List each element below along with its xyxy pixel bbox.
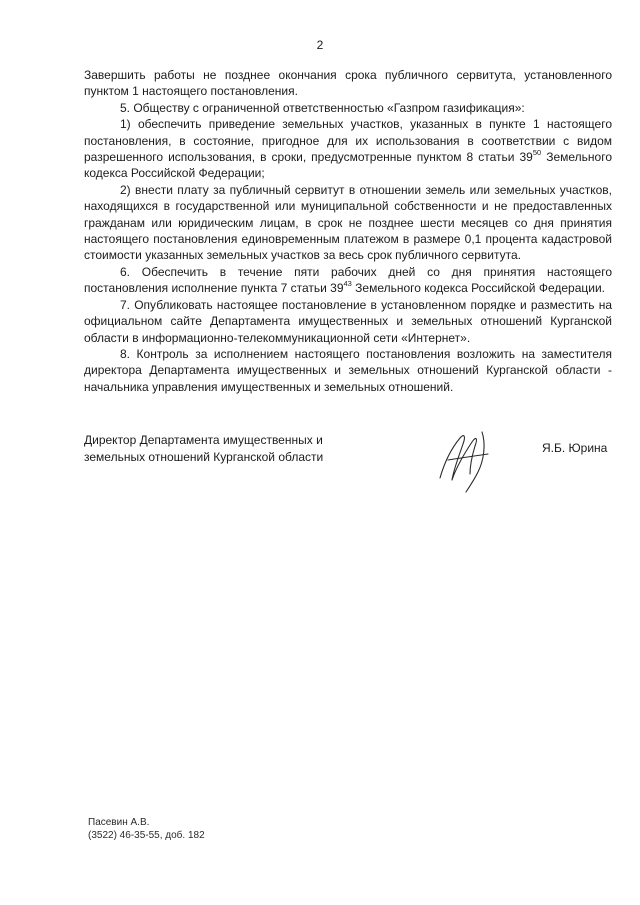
article-superscript-43: 43 <box>343 279 352 289</box>
executor-info <box>88 816 205 842</box>
article-superscript-50: 50 <box>532 148 542 158</box>
paragraph-work-deadline: Завершить работы не позднее окончания срока публичного сервитута, установленного пунктом 1 настоящего постановления. <box>84 68 612 99</box>
paragraph-item-6-tail: Земельного кодекса Российской Федерации. <box>351 281 605 296</box>
signatory-title <box>84 432 364 466</box>
page-number: 2 <box>316 38 324 52</box>
paragraph-item-7: 7. Опубликовать настоящее постановление в установленном порядке и разместить на официальном сайте Департамента имущественных и земельных отношений Курганской области в информационно-телекоммуникационной сети «Интернет». <box>84 297 612 345</box>
executor-name: Пасевин А.В. <box>88 817 150 828</box>
paragraph-item-5: 5. Обществу с ограниченной ответственностью «Газпром газификация»: <box>120 100 525 115</box>
document-body <box>84 67 612 395</box>
paragraph-subitem-2: 2) внести плату за публичный сервитут в отношении земель или земельных участков, находящихся в государственной или муниципальной собственности и не предоставленных гражданам или юридическим лицам, в срок не позднее шести месяцев со дня принятия настоящего постановления единовременным платежом в размере 0,1 процента кадастровой стоимости указанных земельных участков за весь срок публичного сервитута. <box>84 182 612 263</box>
paragraph-item-6 <box>84 264 612 297</box>
paragraph-item-6-text: 6. Обеспечить в течение пяти рабочих дней со дня принятия настоящего постановления исполнение пункта 7 статьи 39 <box>84 264 612 296</box>
signatory-title-line-1: Директор Департамента имущественных и <box>84 433 323 447</box>
signatory-name: Я.Б. Юрина <box>542 441 608 455</box>
executor-phone: (3522) 46-35-55, доб. 182 <box>88 830 205 841</box>
signatory-title-line-2: земельных отношений Курганской области <box>84 450 324 464</box>
paragraph-item-8: 8. Контроль за исполнением настоящего постановления возложить на заместителя директора Департамента имущественных и земельных отношений Курганской области - начальника управления имущественных и земельных отношений. <box>84 346 612 394</box>
paragraph-subitem-1-tail: Земельного кодекса Российской Федерации; <box>84 150 613 181</box>
paragraph-subitem-1 <box>84 116 612 182</box>
paragraph-subitem-1-text: 1) обеспечить приведение земельных участков, указанных в пункте 1 настоящего постановления, в состояние, пригодное для их использования в соответствии с видом разрешенного использования, в сроки, предусмотренные пунктом 8 статьи 39 <box>84 117 612 165</box>
handwritten-signature <box>430 420 500 495</box>
